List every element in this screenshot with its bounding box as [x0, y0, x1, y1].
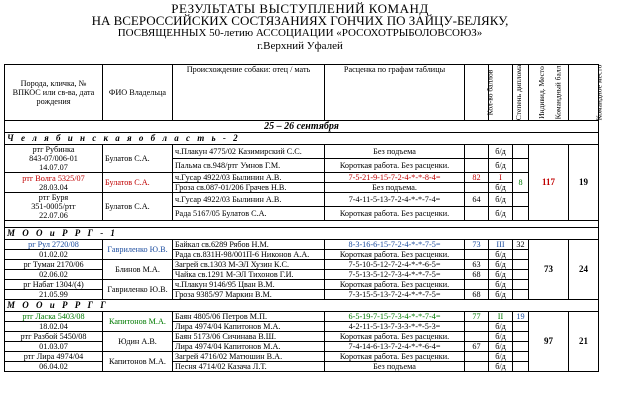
title-line-3: ПОСВЯЩЕННЫХ 50-летию АССОЦИАЦИИ «РОСОХОТРЫБОЛОВСОЮЗ» [117, 27, 483, 39]
father-cell: Баян 4805/06 Петров М.П. [173, 312, 325, 322]
mother-cell: Гроза 9385/97 Маркин В.М. [173, 290, 325, 300]
team-points: 97 [529, 312, 569, 372]
father-cell: Загрей св.1303 М-ЭЛ Хузин К.С. [173, 260, 325, 270]
dog-cell: ртг Волга 5325/07 28.03.04 [5, 173, 103, 193]
col-team-place: Командное место [569, 65, 599, 121]
dob-cell: 21.05.99 [5, 290, 103, 300]
table-row [5, 362, 599, 372]
points-cell: 63 [465, 260, 489, 270]
points-cell [465, 352, 489, 362]
score-cell: Короткая работа. Без расценки. [325, 332, 465, 342]
score-cell: Без подъема [325, 145, 465, 159]
points-cell [465, 362, 489, 372]
dog-name-cell: ртг Ласка 5403/08 [5, 312, 103, 322]
dog-cell: ртг Буря 351-0005/ртг 22.07.06 [5, 193, 103, 221]
mark-cell: б/д [489, 250, 513, 260]
mark-cell: б/д [489, 322, 513, 332]
dob-cell: 01.02.02 [5, 250, 103, 260]
father-cell: ч.Гусар 4922/03 Былинин А.В. [173, 173, 325, 183]
score-cell: Короткая работа. Без расценки. [325, 250, 465, 260]
owner-cell: Гавриленко Ю.В. [103, 240, 173, 260]
diploma-cell: II [489, 312, 513, 322]
col-dog: Порода, кличка, № ВПКОС или св-ва, дата рождения [5, 65, 103, 121]
mark-cell: б/д [489, 260, 513, 270]
dog-name-cell: ртг Лира 4974/04 [5, 352, 103, 362]
dog-name-cell: рг Рул 2720/08 [5, 240, 103, 250]
team-place: 24 [569, 240, 599, 300]
father-cell: Загрей 4716/02 Матюшин В.А. [173, 352, 325, 362]
team-points: 117 [529, 145, 569, 221]
father-cell: Байкал св.6289 Рябов Н.М. [173, 240, 325, 250]
col-diploma: Степень диплома [489, 65, 513, 121]
owner-cell: Булатов С.А. [103, 193, 173, 221]
score-cell: Короткая работа. Без расценки. [325, 207, 465, 221]
col-team-points: Командный балл [529, 65, 569, 121]
points-cell: 67 [465, 342, 489, 352]
team-name: М О О и Р Р Г Г [5, 300, 599, 312]
team-points: 73 [529, 240, 569, 300]
table-row [5, 250, 599, 260]
team-name: Ч е л я б и н с к а я о б л а с т ь - 2 [5, 133, 599, 145]
title-line-4: г.Верхний Уфалей [257, 40, 343, 52]
col-indiv: Индивид. Место [513, 65, 529, 121]
spacer-row [5, 221, 599, 228]
mother-cell: Рада 5167/05 Булатов С.А. [173, 207, 325, 221]
date-range: 25 – 26 сентября [5, 121, 599, 133]
score-cell: 7-3-15-5-13-7-2-4-*-*-7-5= [325, 290, 465, 300]
table-row [5, 240, 599, 250]
mark-cell: б/д [489, 332, 513, 342]
indiv-cell [513, 250, 529, 260]
col-origin: Происхождение собаки: отец / мать [173, 65, 325, 121]
mark-cell: б/д [489, 342, 513, 352]
indiv-cell: 19 [513, 312, 529, 322]
mother-cell: Гроза св.087-01/206 Грачев Н.В. [173, 183, 325, 193]
table-row [5, 352, 599, 362]
score-cell: 4-2-11-5-13-7-3-3-*-*-5-3= [325, 322, 465, 332]
indiv-cell [513, 362, 529, 372]
dob-cell: 01.03.07 [5, 342, 103, 352]
indiv-cell [513, 270, 529, 280]
points-cell [465, 322, 489, 332]
column-header-row [5, 65, 599, 121]
owner-cell: Юдин А.В. [103, 332, 173, 352]
points-cell: 68 [465, 270, 489, 280]
score-cell: 7-4-14-6-13-7-2-4-*-*-6-4= [325, 342, 465, 352]
owner-cell: Булатов С.А. [103, 173, 173, 193]
dog-cell: ртг Рубинка 843-07/006-01 14.07.07 [5, 145, 103, 173]
points-cell: 68 [465, 290, 489, 300]
mark-cell: б/д [489, 207, 513, 221]
points-cell [465, 159, 489, 173]
dob-cell: 18.02.04 [5, 322, 103, 332]
score-cell: Без подъема. [325, 183, 465, 193]
table-row [5, 342, 599, 352]
father-cell: Баян 5173/06 Сичинава В.Ш. [173, 332, 325, 342]
mark-cell: б/д [489, 352, 513, 362]
score-cell: Короткая работа. Без расценки. [325, 352, 465, 362]
table-row [5, 270, 599, 280]
owner-cell: Блинов М.А. [103, 260, 173, 280]
score-cell: 7-5-13-5-12-7-3-4-*-*-7-5= [325, 270, 465, 280]
indiv-cell [513, 332, 529, 342]
indiv-cell [513, 322, 529, 332]
score-cell: Без подъема [325, 362, 465, 372]
table-row [5, 312, 599, 322]
score-cell: 7-5-10-5-12-7-2-4-*-*-6-5= [325, 260, 465, 270]
dob-cell: 02.06.02 [5, 270, 103, 280]
table-row [5, 332, 599, 342]
indiv-cell [513, 145, 529, 159]
score-cell: 6-5-19-7-15-7-3-4-*-*-7-4= [325, 312, 465, 322]
dog-name-cell: рг Туман 2170/06 [5, 260, 103, 270]
mark-cell: б/д [489, 193, 513, 207]
mark-cell: б/д [489, 159, 513, 173]
mother-cell: Рада св.831Н-98/001П-6 Никонов А.А. [173, 250, 325, 260]
mark-cell: б/д [489, 183, 513, 193]
mother-cell: Лира 4974/04 Капитонов М.А. [173, 342, 325, 352]
col-points: Кол-во баллов [465, 65, 489, 121]
indiv-cell [513, 280, 529, 290]
owner-cell: Капитонов М.А. [103, 352, 173, 372]
points-cell [465, 332, 489, 342]
mark-cell: б/д [489, 290, 513, 300]
mark-cell: б/д [489, 270, 513, 280]
mark-cell: б/д [489, 145, 513, 159]
table-row [5, 290, 599, 300]
title-line-2: НА ВСЕРОССИЙСКИХ СОСТЯЗАНИЯХ ГОНЧИХ ПО ЗАЙЦУ-БЕЛЯКУ, [91, 13, 509, 28]
dog-name-cell: ртг Разбой 5450/08 [5, 332, 103, 342]
indiv-cell [513, 159, 529, 173]
results-table [4, 64, 604, 372]
points-cell [465, 280, 489, 290]
dob-cell: 06.04.02 [5, 362, 103, 372]
score-cell: 7-5-21-9-15-7-2-4-*-*-8-4= [325, 173, 465, 183]
document-header [0, 2, 600, 52]
table-row [5, 145, 599, 159]
col-scores: Расценка по графам таблицы [325, 65, 465, 121]
points-cell: 64 [465, 193, 489, 207]
diploma-cell: III [489, 240, 513, 250]
indiv-cell [513, 290, 529, 300]
indiv-cell [513, 352, 529, 362]
owner-cell: Гавриленко Ю.В. [103, 280, 173, 300]
points-cell: 82 [465, 173, 489, 183]
mark-cell: б/д [489, 280, 513, 290]
indiv-cell [513, 207, 529, 221]
table-row [5, 322, 599, 332]
father-cell: ч.Плакун 4775/02 Казимирский С.С. [173, 145, 325, 159]
points-cell: 73 [465, 240, 489, 250]
col-owner: ФИО Владельца [103, 65, 173, 121]
team-place: 21 [569, 312, 599, 372]
team-place: 19 [569, 145, 599, 221]
points-cell [465, 183, 489, 193]
indiv-cell [513, 342, 529, 352]
mother-cell: Песня 4714/02 Казача Л.Т. [173, 362, 325, 372]
indiv-cell [513, 260, 529, 270]
owner-cell: Капитонов М.А. [103, 312, 173, 332]
indiv-cell: 8 [513, 173, 529, 193]
father-cell: ч.Гусар 4922/03 Былинин А.В. [173, 193, 325, 207]
team-name: М О О и Р Р Г - 1 [5, 228, 599, 240]
points-cell [465, 145, 489, 159]
score-cell: 7-4-11-5-13-7-2-4-*-*-7-4= [325, 193, 465, 207]
table-row [5, 173, 599, 183]
score-cell: Короткая работа. Без расценки. [325, 159, 465, 173]
points-cell [465, 207, 489, 221]
table-row [5, 260, 599, 270]
owner-cell: Булатов С.А. [103, 145, 173, 173]
indiv-cell: 32 [513, 240, 529, 250]
mother-cell: Лира 4974/04 Капитонов М.А. [173, 322, 325, 332]
title-line-1: РЕЗУЛЬТАТЫ ВЫСТУПЛЕНИЙ КОМАНД [171, 1, 429, 16]
points-cell [465, 250, 489, 260]
dog-name-cell: рг Набат 1304/(4) [5, 280, 103, 290]
mark-cell: б/д [489, 362, 513, 372]
table-row [5, 193, 599, 207]
points-cell: 77 [465, 312, 489, 322]
score-cell: Короткая работа. Без расценки. [325, 280, 465, 290]
diploma-cell: I [489, 173, 513, 183]
mother-cell: Пальма св.948/ртг Умнов Г.М. [173, 159, 325, 173]
mother-cell: Чайка св.1291 М-ЭЛ Тихонов Г.И. [173, 270, 325, 280]
indiv-cell [513, 193, 529, 207]
score-cell: 8-3-16-6-15-7-2-4-*-*-7-5= [325, 240, 465, 250]
table-row [5, 280, 599, 290]
father-cell: ч.Плакун 9146/95 Цван В.М. [173, 280, 325, 290]
